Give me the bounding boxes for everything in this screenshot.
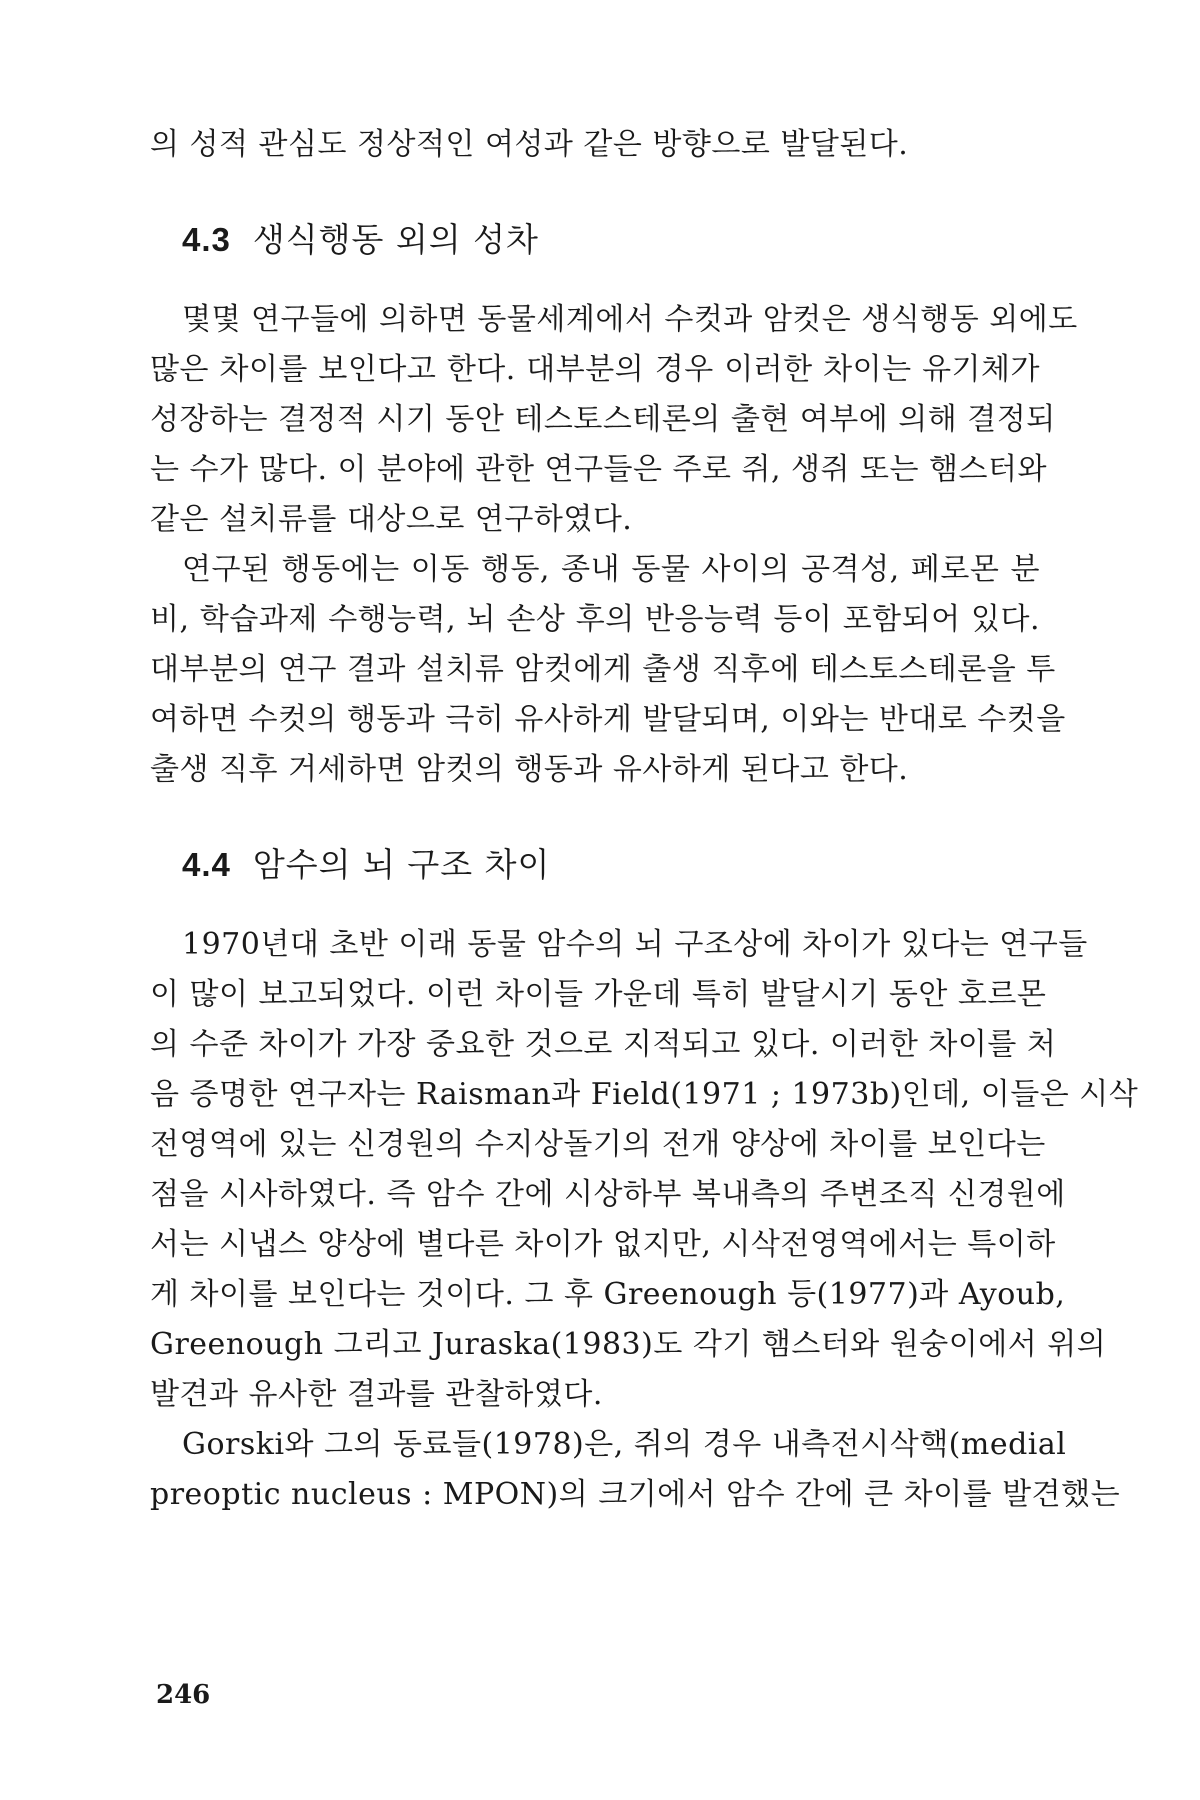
text-line: 전영역에 있는 신경원의 수지상돌기의 전개 양상에 차이를 보인다는 — [150, 1127, 1046, 1162]
section-number: 4.3 — [182, 221, 231, 258]
text-line: 많은 차이를 보인다고 한다. 대부분의 경우 이러한 차이는 유기체가 — [150, 352, 1040, 387]
text-line: 점을 시사하였다. 즉 암수 간에 시상하부 복내측의 주변조직 신경원에 — [150, 1177, 1066, 1212]
text-line: 같은 설치류를 대상으로 연구하였다. — [150, 502, 633, 537]
text-line: 게 차이를 보인다는 것이다. 그 후 Greenough 등(1977)과 Ayoub, — [150, 1277, 1066, 1312]
text-line: 발견과 유사한 결과를 관찰하였다. — [150, 1377, 603, 1412]
text-line: 음 증명한 연구자는 Raisman과 Field(1971 ; 1973b)인데, 이들은 시삭 — [150, 1077, 1139, 1112]
section-title: 암수의 뇌 구조 차이 — [252, 845, 551, 884]
text-line: 서는 시냅스 양상에 별다른 차이가 없지만, 시삭전영역에서는 특이하 — [150, 1227, 1056, 1262]
section-heading-4-3 — [150, 215, 1040, 265]
section-title: 생식행동 외의 성차 — [252, 220, 539, 259]
text-line: 는 수가 많다. 이 분야에 관한 연구들은 주로 쥐, 생쥐 또는 햄스터와 — [150, 452, 1047, 487]
paragraph — [150, 295, 1078, 545]
section-heading-4-4 — [150, 840, 1040, 890]
text-line: 출생 직후 거세하면 암컷의 행동과 유사하게 된다고 한다. — [150, 752, 909, 787]
text-line: 의 수준 차이가 가장 중요한 것으로 지적되고 있다. 이러한 차이를 처 — [150, 1027, 1057, 1062]
paragraph — [150, 545, 1066, 795]
text-line: 여하면 수컷의 행동과 극히 유사하게 발달되며, 이와는 반대로 수컷을 — [150, 702, 1066, 737]
text-line: 몇몇 연구들에 의하면 동물세계에서 수컷과 암컷은 생식행동 외에도 — [182, 302, 1078, 337]
text-line: 이 많이 보고되었다. 이런 차이들 가운데 특히 발달시기 동안 호르몬 — [150, 977, 1047, 1012]
paragraph — [150, 920, 1139, 1420]
text-line: Greenough 그리고 Juraska(1983)도 각기 햄스터와 원숭이에서 위의 — [150, 1327, 1107, 1362]
text-line: 연구된 행동에는 이동 행동, 종내 동물 사이의 공격성, 페로몬 분 — [182, 552, 1040, 587]
paragraph — [150, 1420, 1121, 1520]
text-line: Gorski와 그의 동료들(1978)은, 쥐의 경우 내측전시삭핵(medial — [182, 1427, 1067, 1462]
text-line: 비, 학습과제 수행능력, 뇌 손상 후의 반응능력 등이 포함되어 있다. — [150, 602, 1040, 637]
text-line: 대부분의 연구 결과 설치류 암컷에게 출생 직후에 테스토스테론을 투 — [150, 652, 1056, 687]
text-line: 성장하는 결정적 시기 동안 테스토스테론의 출현 여부에 의해 결정되 — [150, 402, 1056, 437]
text-line: 의 성적 관심도 정상적인 여성과 같은 방향으로 발달된다. — [150, 127, 909, 162]
page-number: 246 — [156, 1680, 211, 1710]
section-number: 4.4 — [182, 846, 231, 883]
text-line: 1970년대 초반 이래 동물 암수의 뇌 구조상에 차이가 있다는 연구들 — [182, 927, 1088, 962]
text-line: preoptic nucleus : MPON)의 크기에서 암수 간에 큰 차이를 발견했는 — [150, 1477, 1121, 1512]
document-page — [150, 120, 1139, 1520]
